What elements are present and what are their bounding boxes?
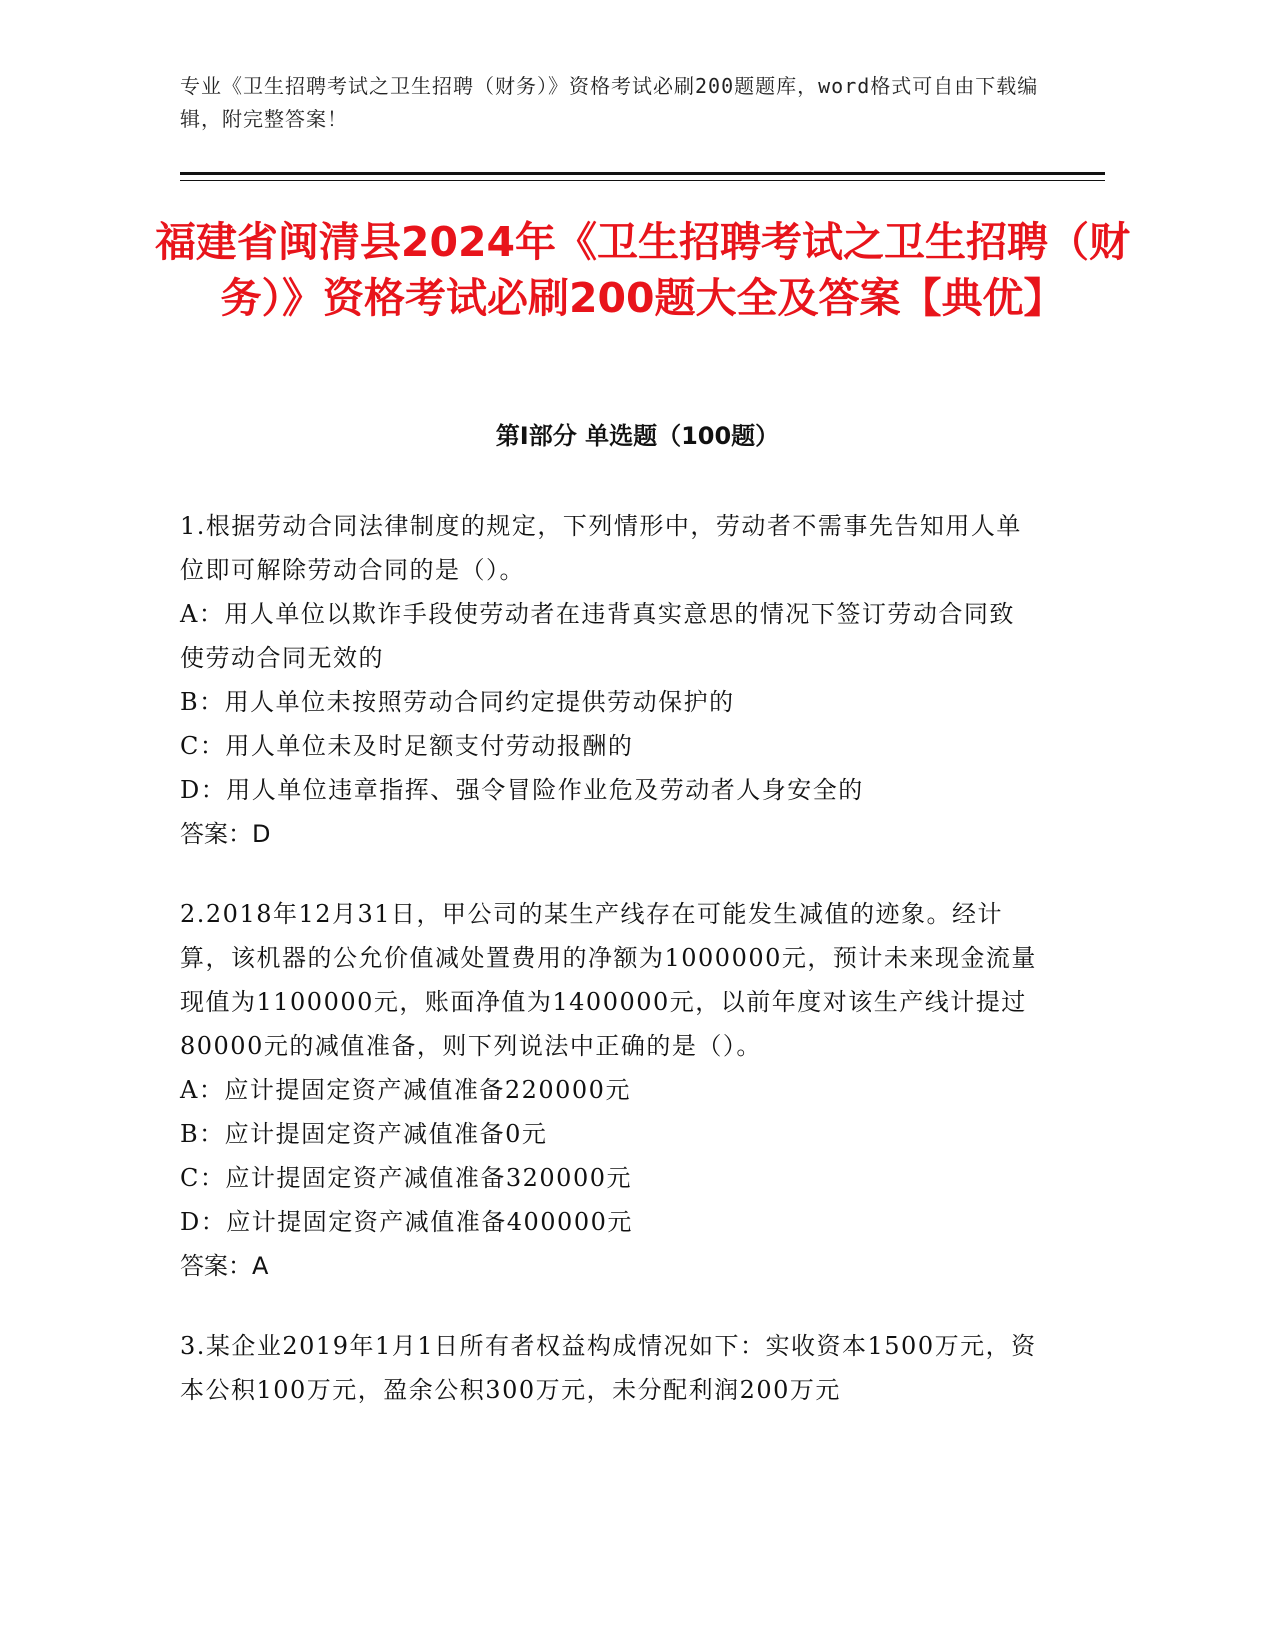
question-option-a: A：应计提固定资产减值准备220000元 bbox=[180, 1076, 631, 1104]
document-title: 福建省闽清县2024年《卫生招聘考试之卫生招聘（财务）》资格考试必刷200题大全及答案【典优】 bbox=[154, 218, 1131, 322]
section-heading: 第Ⅰ部分 单选题（100题） bbox=[495, 422, 780, 450]
question-option-d: D：用人单位违章指挥、强令冒险作业危及劳动者人身安全的 bbox=[180, 776, 864, 804]
question-option-c: C：应计提固定资产减值准备320000元 bbox=[180, 1164, 632, 1192]
question-list bbox=[180, 504, 1040, 1448]
question-stem: 3.某企业2019年1月1日所有者权益构成情况如下：实收资本1500万元，资本公积100万元，盈余公积300万元，未分配利润200万元 bbox=[180, 1332, 1037, 1404]
header-rule-thin bbox=[180, 180, 1105, 181]
question-option-a: A：用人单位以欺诈手段使劳动者在违背真实意思的情况下签订劳动合同致使劳动合同无效的 bbox=[180, 600, 1015, 672]
header-note: 专业《卫生招聘考试之卫生招聘（财务）》资格考试必刷200题题库，word格式可自由下载编辑，附完整答案！ bbox=[180, 74, 1039, 131]
question-answer: 答案：A bbox=[180, 1252, 269, 1280]
question-stem: 2.2018年12月31日，甲公司的某生产线存在可能发生减值的迹象。经计算，该机器的公允价值减处置费用的净额为1000000元，预计未来现金流量现值为1100000元，账面净值为1400000元，以前年度对该生产线计提过80000元的减值准备，则下列说法中正确的是（）。 bbox=[180, 900, 1037, 1060]
question-option-b: B：用人单位未按照劳动合同约定提供劳动保护的 bbox=[180, 688, 735, 716]
question-1 bbox=[180, 504, 1040, 856]
question-answer: 答案：D bbox=[180, 820, 271, 848]
question-stem: 1.根据劳动合同法律制度的规定，下列情形中，劳动者不需事先告知用人单位即可解除劳动合同的是（）。 bbox=[180, 512, 1022, 584]
question-option-d: D：应计提固定资产减值准备400000元 bbox=[180, 1208, 633, 1236]
header-rule-thick bbox=[180, 172, 1105, 175]
question-option-c: C：用人单位未及时足额支付劳动报酬的 bbox=[180, 732, 634, 760]
question-option-b: B：应计提固定资产减值准备0元 bbox=[180, 1120, 548, 1148]
question-2 bbox=[180, 892, 1040, 1288]
question-3 bbox=[180, 1324, 1040, 1412]
